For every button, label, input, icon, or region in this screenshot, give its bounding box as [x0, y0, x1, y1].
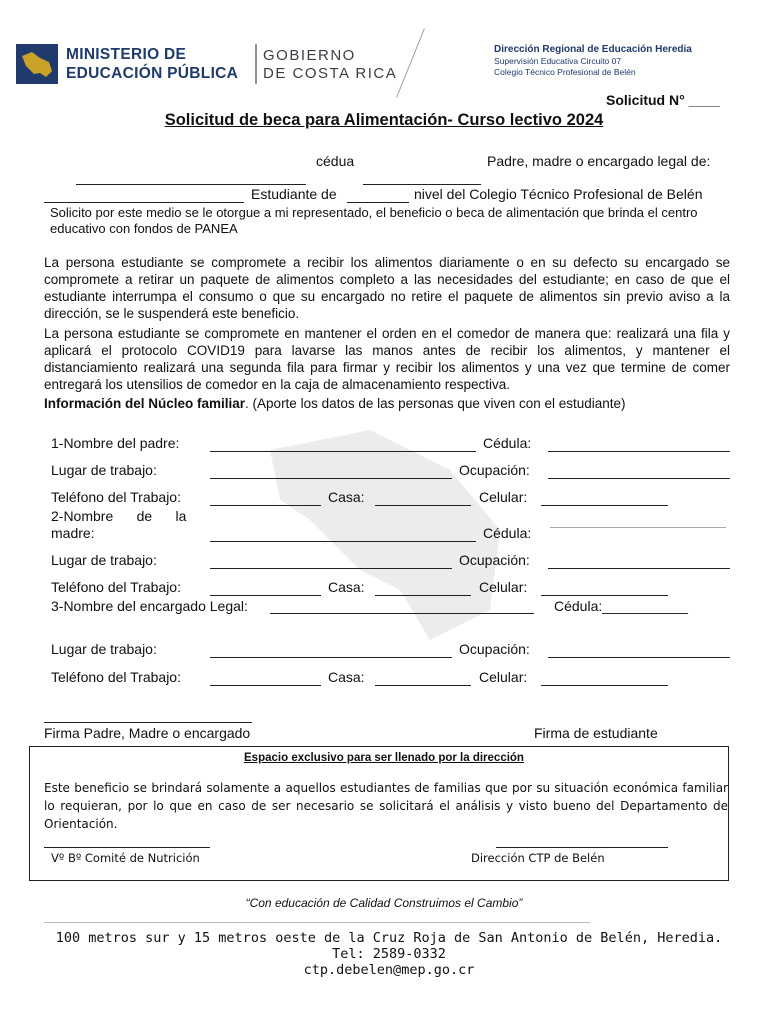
header-divider	[255, 44, 257, 84]
father-cell-label: Celular:	[479, 489, 528, 505]
father-cell-field[interactable]	[541, 505, 668, 506]
father-name-label: 1-Nombre del padre:	[51, 435, 180, 451]
footer-divider	[44, 922, 590, 923]
mother-home-phone-field[interactable]	[375, 595, 471, 596]
father-occupation-field[interactable]	[548, 478, 730, 479]
director-signature-field[interactable]	[496, 847, 668, 848]
school-name: Colegio Técnico Profesional de Belén	[494, 67, 636, 77]
guardian-cell-label: Celular:	[479, 669, 528, 685]
ministry-name-line2: EDUCACIÓN PÚBLICA	[66, 65, 239, 82]
mother-home-label: Casa:	[328, 579, 365, 595]
regional-direction: Dirección Regional de Educación Heredia	[494, 44, 692, 55]
government-line2: DE COSTA RICA	[263, 65, 398, 82]
mother-work-phone-field[interactable]	[210, 595, 321, 596]
mep-logo-icon	[16, 44, 58, 84]
mother-occupation-field[interactable]	[548, 568, 730, 569]
mother-occupation-label: Ocupación:	[459, 552, 530, 568]
mother-name-label-line1: 2-Nombre de la	[51, 508, 187, 524]
guardian-label: Padre, madre o encargado legal de:	[487, 153, 711, 169]
mother-work-phone-label: Teléfono del Trabajo:	[51, 579, 181, 595]
father-occupation-label: Ocupación:	[459, 462, 530, 478]
director-label: Dirección CTP de Belén	[471, 851, 605, 865]
student-name-field[interactable]	[44, 202, 244, 203]
direction-box-title: Espacio exclusivo para ser llenado por la dirección	[244, 752, 524, 764]
cedula-label: cédua	[316, 153, 355, 169]
guardian-work-phone-label: Teléfono del Trabajo:	[51, 669, 181, 685]
footer-address	[44, 930, 734, 978]
father-home-phone-field[interactable]	[375, 505, 471, 506]
guardian-work-phone-field[interactable]	[210, 685, 321, 686]
estudiante-de-label: Estudiante de	[251, 186, 337, 202]
committee-signature-field[interactable]	[44, 847, 210, 848]
guardian-cedula-label[interactable]: Cédula:___________	[554, 598, 688, 614]
email-text[interactable]: ctp.debelen@mep.go.cr	[303, 962, 475, 978]
nivel-label: nivel del Colegio Técnico Profesional de Belén	[414, 186, 703, 202]
guardian-occupation-field[interactable]	[548, 657, 730, 658]
guardian-occupation-label: Ocupación:	[459, 641, 530, 657]
address-text: 100 metros sur y 15 metros oeste de la Cruz Roja de San Antonio de Belén, Heredia. Tel: 2589-0332	[55, 930, 723, 962]
guardian-legal-name-field[interactable]	[270, 613, 534, 614]
nutrition-committee-label: Vº Bº Comité de Nutrición	[51, 851, 200, 865]
guardian-signature-label: Firma Padre, Madre o encargado	[44, 725, 251, 741]
mother-name-field[interactable]	[210, 541, 476, 542]
father-name-field[interactable]	[210, 451, 476, 452]
family-info-note: . (Aporte los datos de las personas que viven con el estudiante)	[245, 396, 626, 411]
father-workplace-label: Lugar de trabajo:	[51, 462, 157, 478]
ministry-name-line1: MINISTERIO DE	[66, 46, 187, 63]
commitment-paragraph-2: La persona estudiante se compromete en mantener el orden en el comedor de manera que: realizará una fila y aplicará el protocolo COVID19 para lavarse las manos antes de recibir los alimentos, y mantener el distanciamiento realizará una segunda fila para firmar y recibir los alimentos y una vez que termine de comer entregará los utensilios de comedor en la caja de almacenamiento respectiva.	[44, 326, 730, 392]
guardian-home-phone-field[interactable]	[375, 685, 471, 686]
guardian-workplace-label: Lugar de trabajo:	[51, 641, 157, 657]
guardian-cell-field[interactable]	[541, 685, 668, 686]
motto: “Con educación de Calidad Construimos el Cambio”	[245, 896, 523, 910]
header-slash-divider	[396, 29, 425, 98]
guardian-workplace-field[interactable]	[210, 657, 452, 658]
government-line1: GOBIERNO	[263, 47, 356, 64]
father-work-phone-label: Teléfono del Trabajo:	[51, 489, 181, 505]
guardian-name-label: 3-Nombre del encargado Legal:	[51, 598, 248, 614]
mother-cedula-field[interactable]	[550, 527, 726, 528]
commitment-paragraph-1: La persona estudiante se compromete a recibir los alimentos diariamente o en su defecto su encargado se compromete a retirar un paquete de alimentos completo a las necesidades del estudiante; en caso de que el estudiante interrumpa el consumo o que su encargado no retire el paquete de alimentos sin previo aviso a la dirección, se le suspenderá este beneficio.	[44, 255, 730, 321]
document-title: Solicitud de beca para Alimentación- Curso lectivo 2024	[164, 111, 604, 129]
mother-cell-label: Celular:	[479, 579, 528, 595]
father-work-phone-field[interactable]	[210, 505, 321, 506]
guardian-home-label: Casa:	[328, 669, 365, 685]
educational-supervision: Supervisión Educativa Circuito 07	[494, 56, 622, 66]
family-info-heading	[44, 396, 626, 411]
guardian-signature-field[interactable]	[44, 722, 252, 723]
request-statement: Solicito por este medio se le otorgue a mi representado, el beneficio o beca de alimentación que brinda el centro educativo con fondos de PANEA	[50, 205, 698, 236]
mother-workplace-label: Lugar de trabajo:	[51, 552, 157, 568]
guardian-cedula-field[interactable]	[363, 184, 481, 185]
father-cedula-label: Cédula:	[483, 435, 532, 451]
father-workplace-field[interactable]	[210, 478, 452, 479]
mother-cell-field[interactable]	[541, 595, 668, 596]
guardian-name-field[interactable]	[76, 184, 306, 185]
mother-cedula-label: Cédula:	[483, 525, 532, 541]
family-info-bold: Información del Núcleo familiar	[44, 396, 246, 411]
mother-name-label-line2: madre:	[51, 525, 95, 541]
father-cedula-field[interactable]	[548, 451, 730, 452]
mother-workplace-field[interactable]	[210, 568, 452, 569]
student-level-field[interactable]	[347, 202, 409, 203]
student-signature-label: Firma de estudiante	[534, 725, 658, 741]
direction-box-text: Este beneficio se brindará solamente a aquellos estudiantes de familias que por su situación económica familiar lo requieran, por lo que en caso de ser necesario se solicitará el análisis y visto bueno del Departamento de Orientación.	[44, 781, 728, 831]
solicitud-number: Solicitud N° ____	[606, 92, 720, 108]
father-home-label: Casa:	[328, 489, 365, 505]
